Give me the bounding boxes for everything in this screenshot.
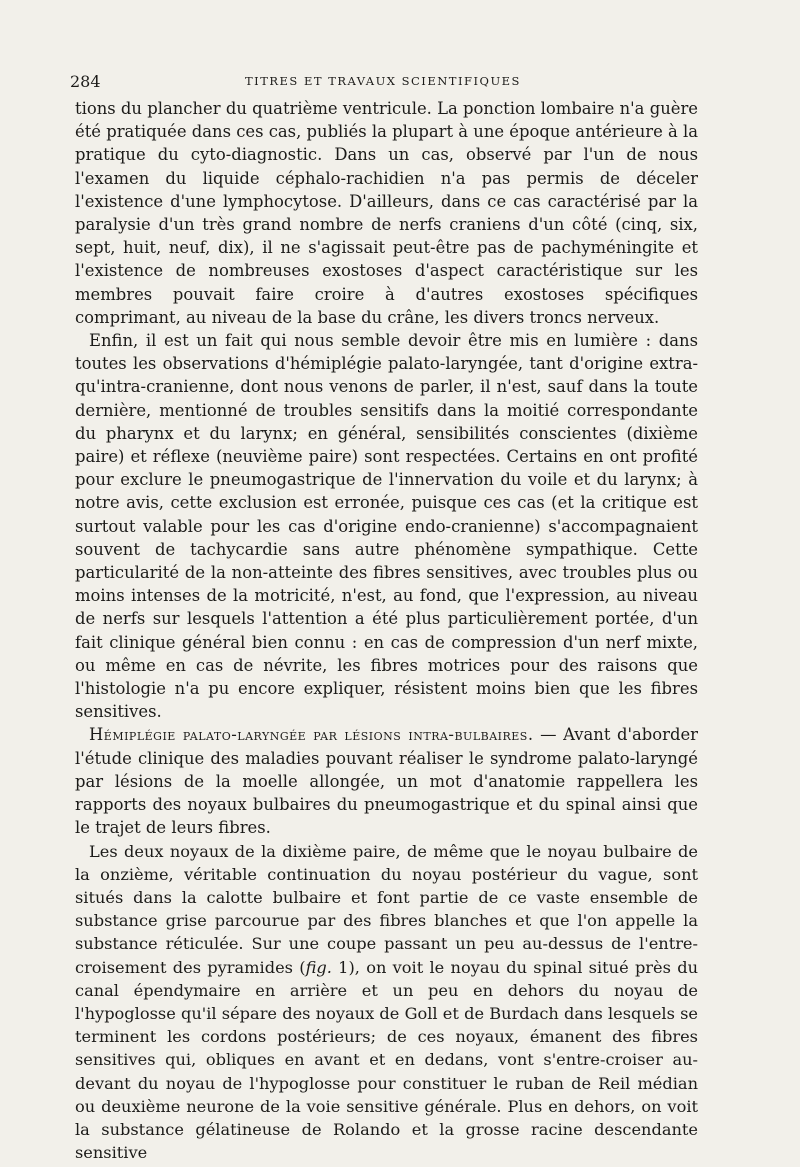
paragraph-4-text-b: 1), on voit le noyau du spinal situé près du canal épendymaire en arrière et un peu en dehors du noyau de l'hypoglosse qu'il sépare des noyaux de Goll et de Burdach dans lesquels se terminent les cordons postérieurs; de ces noyaux, émanent des fibres sensitives qui, obliques en avant et en dedans, vont s'entre-croiser au-devant du noyau de l'hypoglosse pour constituer le ruban de Reil médian ou deuxième neurone de la voie sensitive générale. Plus en dehors, on voit la substance gélatineuse de Rolando et la grosse racine descendante sensitive	[75, 957, 698, 1163]
paragraph-2: Enfin, il est un fait qui nous semble devoir être mis en lumière : dans toutes les observations d'hémiplégie palato-laryngée, tant d'origine extra- qu'intra-cranienne, dont nous venons de parler, il n'est, sauf dans la toute dernière, mentionné de troubles sensitifs dans la moitié correspondante du pharynx et du larynx; en général, sensibilités conscientes (dixième paire) et réflexe (neuvième paire) sont respectées. Certains en ont profité pour exclure le pneumogastrique de l'innervation du voile et du larynx; à notre avis, cette exclusion est erronée, puisque ces cas (et la critique est surtout valable pour les cas d'origine endo-cranienne) s'accompagnaient souvent de tachycardie sans autre phénomène sympathique. Cette particularité de la non-atteinte des fibres sensitives, avec troubles plus ou moins intenses de la motricité, n'est, au fond, que l'expression, au niveau de nerfs sur lesquels l'attention a été plus particulièrement portée, d'un fait clinique général bien connu : en cas de compression d'un nerf mixte, ou même en cas de névrite, les fibres motrices pour des raisons que l'histologie n'a pu encore expliquer, résistent moins bien que les fibres sensitives.	[75, 331, 698, 722]
figure-reference: fig.	[305, 957, 332, 977]
paragraph-3	[75, 723, 698, 839]
paragraph-4	[75, 840, 698, 1165]
page-header	[70, 72, 700, 94]
paragraph-3-text: — Avant d'aborder l'étude clinique des maladies pouvant réaliser le syndrome palato-laryngé par lésions de la moelle allongée, un mot d'anatomie rappellera les rapports des noyaux bulbaires du pneumogastrique et du spinal ainsi que le trajet de leurs fibres.	[75, 725, 698, 838]
paragraph-4-text-a: Les deux noyaux de la dixième paire, de même que le noyau bulbaire de la onzième, véritable continuation du noyau postérieur du vague, sont situés dans la calotte bulbaire et font partie de ce vaste ensemble de substance grise parcourue par des fibres blanches et que l'on appelle la substance réticulée. Sur une coupe passant un peu au-dessus de l'entre-croisement des pyramides (	[75, 841, 698, 977]
section-heading: Hémiplégie palato-laryngée par lésions intra-bulbaires.	[89, 725, 534, 745]
body-text	[75, 97, 698, 1164]
page-number: 284	[70, 72, 101, 91]
running-title: TITRES ET TRAVAUX SCIENTIFIQUES	[245, 74, 521, 88]
paragraph-1: tions du plancher du quatrième ventricule. La ponction lombaire n'a guère été pratiquée dans ces cas, publiés la plupart à une époque antérieure à la pratique du cyto-diagnostic. Dans un cas, observé par l'un de nous l'examen du liquide céphalo-rachidien n'a pas permis de déceler l'existence d'une lymphocytose. D'ailleurs, dans ce cas caractérisé par la paralysie d'un très grand nombre de nerfs craniens d'un côté (cinq, six, sept, huit, neuf, dix), il ne s'agissait peut-être pas de pachyméningite et l'existence de nombreuses exostoses d'aspect caractéristique sur les membres pouvait faire croire à d'autres exostoses spécifiques comprimant, au niveau de la base du crâne, les divers troncs nerveux.	[75, 99, 698, 327]
